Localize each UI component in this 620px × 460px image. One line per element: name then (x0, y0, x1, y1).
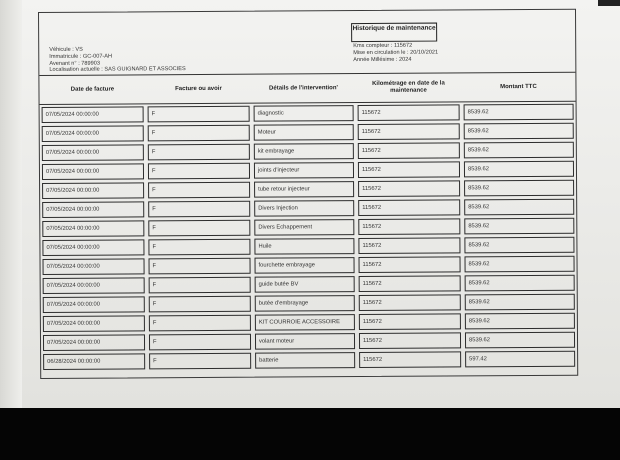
vehicle-info-right (353, 43, 438, 64)
header-date: Date de facture (70, 86, 115, 93)
row-mileage-cell (357, 273, 463, 293)
row-amount-cell (463, 292, 577, 312)
row-amount-cell (462, 235, 576, 255)
row-amount: 8539.62 (468, 203, 490, 210)
row-mileage: 115672 (362, 242, 382, 249)
row-amount-cell (463, 311, 577, 331)
row-invoice-type: F (151, 129, 156, 136)
row-detail-cell (252, 236, 356, 256)
row-detail-cell (252, 217, 356, 237)
row-detail: Divers Echappement (258, 223, 313, 231)
row-invoice-type-cell (146, 104, 252, 124)
row-amount-cell (463, 273, 577, 293)
row-mileage: 115672 (362, 261, 382, 268)
row-invoice-type: F (152, 224, 156, 231)
document-title: Historique de maintenance (351, 23, 437, 43)
row-mileage-cell (356, 140, 462, 160)
row-amount: 8539.62 (468, 241, 490, 248)
cell-border (148, 144, 250, 161)
row-amount: 8539.62 (467, 108, 489, 115)
row-date-cell (40, 237, 146, 257)
header-mileage: Kilométrage en date de la maintenance (372, 80, 445, 94)
row-detail-cell (252, 198, 356, 218)
header-details: Détails de l'intervention' (269, 84, 338, 92)
row-date: 07/05/2024 00:00:00 (45, 111, 99, 118)
vehicle-info-left (49, 46, 186, 74)
row-mileage: 115672 (362, 280, 382, 287)
row-amount-cell (462, 254, 576, 274)
row-detail: guide butée BV (258, 280, 299, 288)
row-invoice-type: F (153, 357, 157, 364)
row-amount: 8539.62 (468, 260, 490, 267)
row-invoice-type: F (152, 300, 157, 307)
row-date-cell (40, 256, 146, 276)
cell-border (148, 125, 250, 142)
row-detail-cell (253, 312, 357, 332)
row-invoice-type-cell (147, 351, 253, 371)
row-invoice-type-cell (147, 294, 253, 314)
row-amount-cell (462, 216, 576, 236)
cell-border (149, 315, 251, 332)
row-invoice-type-cell (147, 275, 253, 295)
row-date: 07/05/2024 00:00:00 (46, 301, 101, 308)
row-detail: Huile (258, 243, 272, 250)
row-amount: 8539.62 (468, 336, 490, 343)
row-amount: 8539.62 (468, 222, 490, 229)
row-detail: kit embrayage (257, 147, 295, 155)
row-detail: volant moteur (258, 337, 295, 345)
vehicle-line: Année Millésime : 2024 (353, 56, 412, 63)
cell-border (148, 239, 250, 256)
dark-background (0, 408, 620, 460)
row-date: 07/05/2024 00:00:00 (46, 320, 101, 327)
corner-shadow (598, 0, 620, 6)
row-date: 07/05/2024 00:00:00 (45, 130, 99, 137)
row-date-cell (41, 313, 147, 333)
row-detail-cell (253, 274, 357, 294)
row-amount-cell (462, 121, 576, 141)
row-detail-cell (252, 179, 356, 199)
cell-border (148, 106, 250, 123)
row-mileage: 115672 (361, 147, 381, 154)
cell-border (149, 277, 251, 294)
row-mileage-cell (356, 159, 462, 179)
row-invoice-type-cell (146, 161, 252, 181)
vehicle-line: Véhicule : VS (49, 46, 83, 53)
row-mileage-cell (356, 216, 462, 236)
row-mileage: 115672 (361, 128, 381, 135)
row-mileage: 115672 (363, 356, 383, 363)
cell-border (149, 334, 251, 351)
row-detail: Moteur (257, 129, 276, 136)
row-invoice-type: F (152, 262, 157, 269)
row-amount-cell (463, 349, 577, 369)
row-detail: tube retour injecteur (258, 185, 310, 193)
header-amount: Montant TTC (500, 83, 537, 90)
row-mileage: 115672 (361, 166, 381, 173)
row-mileage-cell (356, 197, 462, 217)
row-amount: 8539.62 (467, 146, 489, 153)
row-mileage-cell (357, 349, 463, 369)
row-invoice-type: F (151, 148, 156, 155)
row-invoice-type: F (152, 319, 157, 326)
cell-border (148, 220, 250, 237)
row-invoice-type-cell (146, 180, 252, 200)
row-amount-cell (462, 178, 576, 198)
row-mileage: 115672 (362, 299, 382, 306)
row-mileage-cell (357, 311, 463, 331)
row-date-cell (40, 161, 146, 181)
row-mileage: 115672 (361, 109, 381, 116)
row-detail: fourchette embrayage (258, 261, 315, 269)
row-mileage-cell (356, 121, 462, 141)
row-detail-cell (253, 350, 357, 370)
row-invoice-type-cell (146, 123, 252, 143)
cell-border (148, 182, 250, 199)
cell-border (149, 353, 251, 370)
row-date: 07/05/2024 00:00:00 (45, 168, 100, 175)
row-amount-cell (463, 330, 577, 350)
row-detail-cell (253, 293, 357, 313)
row-detail-cell (252, 141, 356, 161)
row-amount-cell (462, 140, 576, 160)
row-mileage-cell (356, 254, 462, 274)
cell-border (149, 258, 251, 275)
header-invoice-type: Facture ou avoir (175, 85, 222, 92)
row-invoice-type: F (151, 167, 156, 174)
paper-edge (0, 0, 22, 408)
row-detail: butée d'embrayage (258, 299, 309, 307)
row-mileage: 115672 (362, 318, 382, 325)
row-date: 07/05/2024 00:00:00 (46, 282, 100, 289)
row-detail: Divers Injection (258, 204, 298, 212)
cell-border (149, 296, 251, 313)
row-amount: 8539.62 (467, 127, 489, 134)
row-invoice-type-cell (146, 218, 252, 238)
maintenance-history-sheet (38, 9, 578, 379)
vehicle-line: Localisation actuelle : SAS GUIGNARD ET ASSOCIES (49, 66, 186, 74)
row-mileage-cell (356, 102, 462, 122)
row-detail-cell (252, 160, 356, 180)
row-amount: 597.42 (469, 355, 487, 362)
row-date-cell (40, 123, 146, 143)
row-date: 07/05/2024 00:00:00 (45, 149, 100, 156)
row-invoice-type: F (152, 281, 157, 288)
row-date-cell (41, 294, 147, 314)
row-date-cell (40, 104, 146, 124)
row-date: 07/05/2024 00:00:00 (46, 225, 100, 232)
row-mileage: 115672 (362, 185, 382, 192)
row-detail: joints d'injecteur (257, 166, 300, 174)
row-date: 07/05/2024 00:00:00 (46, 187, 100, 194)
table-body (40, 102, 578, 371)
row-amount-cell (462, 159, 576, 179)
row-invoice-type: F (152, 243, 157, 250)
row-detail: KIT COURROIE ACCESSOIRE (258, 318, 340, 326)
row-invoice-type-cell (146, 142, 252, 162)
row-invoice-type-cell (146, 237, 252, 257)
row-amount: 8539.62 (467, 165, 489, 172)
row-detail-cell (252, 122, 356, 142)
row-invoice-type-cell (146, 256, 252, 276)
vehicle-line: Mise en circulation le : 20/10/2021 (353, 49, 439, 56)
row-date-cell (41, 275, 147, 295)
document-header (39, 10, 575, 76)
row-invoice-type-cell (147, 332, 253, 352)
row-amount: 8539.62 (468, 317, 490, 324)
row-mileage: 115672 (362, 337, 382, 344)
row-date-cell (40, 199, 146, 219)
row-invoice-type: F (152, 186, 156, 193)
row-detail-cell (252, 103, 356, 123)
table-header (39, 73, 575, 105)
vehicle-line: Kms compteur : 115672 (353, 42, 413, 50)
row-date-cell (40, 180, 146, 200)
table-row (41, 349, 577, 371)
row-date: 07/05/2024 00:00:00 (47, 339, 101, 346)
row-date: 07/05/2024 00:00:00 (46, 244, 100, 251)
row-amount-cell (462, 102, 576, 122)
row-mileage-cell (357, 292, 463, 312)
row-amount: 8539.62 (468, 298, 490, 305)
row-invoice-type: F (152, 338, 157, 345)
row-date: 06/28/2024 00:00:00 (47, 358, 101, 365)
row-invoice-type: F (152, 205, 156, 212)
row-date-cell (41, 332, 147, 352)
row-detail-cell (252, 255, 356, 275)
row-amount: 8539.62 (468, 279, 490, 286)
row-invoice-type-cell (146, 199, 252, 219)
vehicle-line: Immatricule : GC-007-AH (49, 53, 113, 60)
row-date-cell (41, 351, 147, 371)
row-detail-cell (253, 331, 357, 351)
row-mileage-cell (356, 235, 462, 255)
cell-border (148, 163, 250, 180)
row-date-cell (40, 218, 146, 238)
row-amount: 8539.62 (468, 184, 490, 191)
vehicle-line: Avenant n° : 789903 (49, 60, 100, 67)
row-invoice-type: F (151, 110, 156, 117)
row-amount-cell (462, 197, 576, 217)
row-mileage-cell (357, 330, 463, 350)
row-date: 07/05/2024 00:00:00 (46, 263, 100, 270)
row-mileage: 115672 (362, 223, 382, 230)
row-mileage-cell (356, 178, 462, 198)
row-detail: batterie (259, 357, 279, 364)
row-invoice-type-cell (147, 313, 253, 333)
row-date: 07/05/2024 00:00:00 (46, 206, 100, 213)
row-date-cell (40, 142, 146, 162)
cell-border (148, 201, 250, 218)
row-mileage: 115672 (362, 204, 382, 211)
row-detail: diagnostic (257, 110, 284, 117)
